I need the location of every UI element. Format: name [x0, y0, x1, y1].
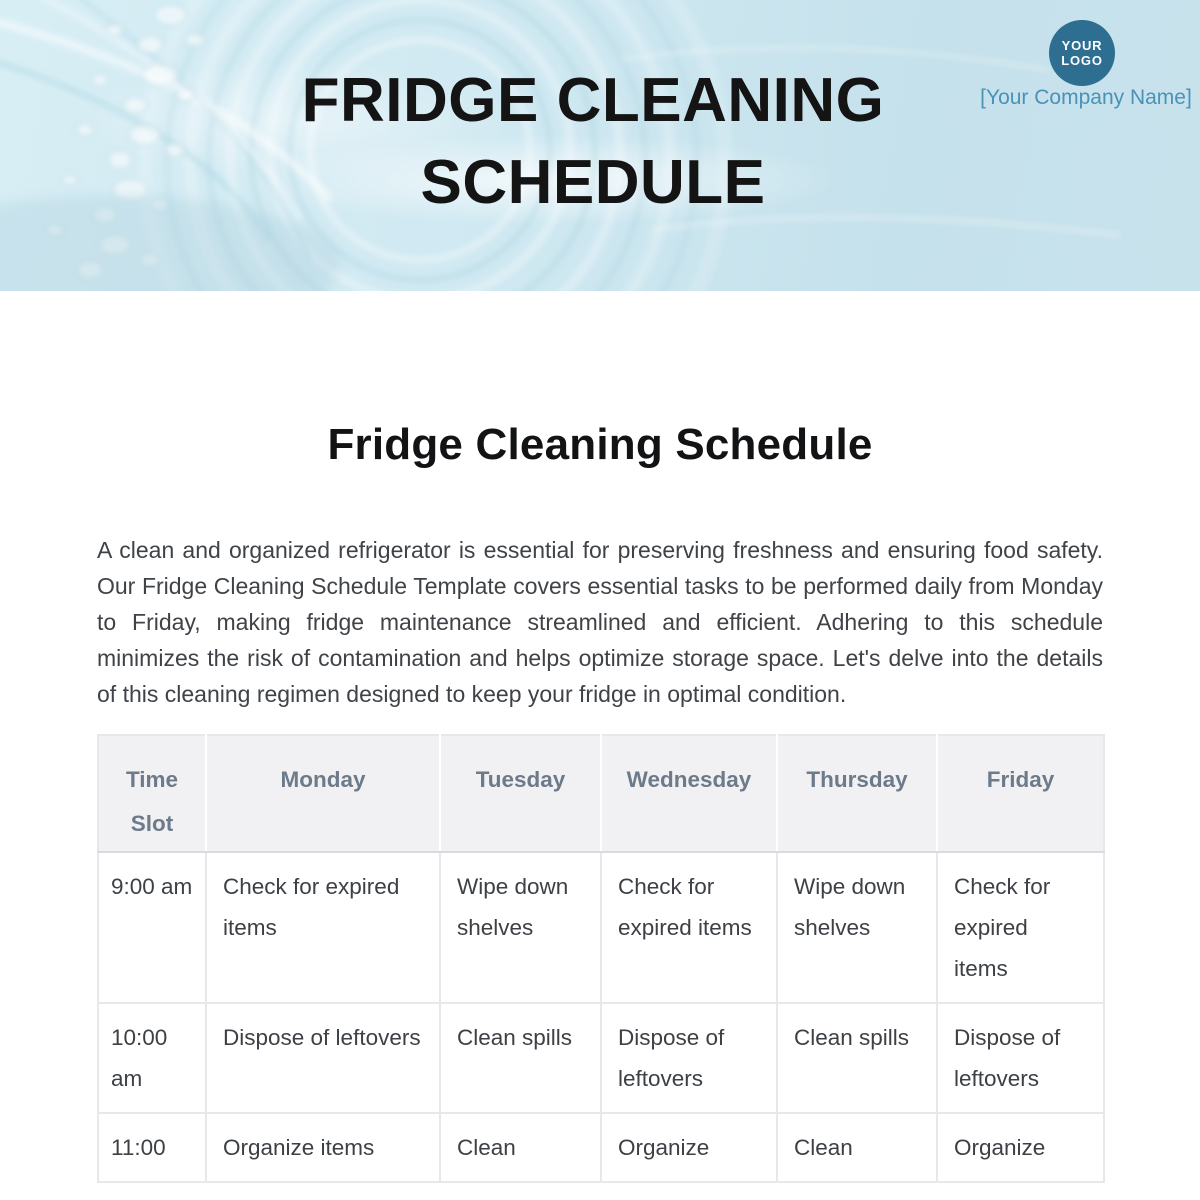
- logo-text-line1: YOUR: [1061, 38, 1103, 53]
- table-cell: Dispose of leftovers: [937, 1003, 1104, 1113]
- table-cell: Organize: [937, 1113, 1104, 1182]
- fridge-cleaning-schedule-table: [97, 734, 1105, 1183]
- table-cell: Dispose of leftovers: [601, 1003, 777, 1113]
- time-cell: 10:00 am: [98, 1003, 206, 1113]
- table-header-row: [98, 735, 1104, 852]
- time-cell: 11:00: [98, 1113, 206, 1182]
- company-name-placeholder: [Your Company Name]: [980, 86, 1192, 109]
- schedule-table-container: [97, 734, 1103, 1183]
- header-tuesday: Tuesday: [440, 735, 601, 852]
- banner-title-line1: FRIDGE CLEANING: [301, 66, 885, 135]
- table-cell: Organize items: [206, 1113, 440, 1182]
- header-time-slot: Time Slot: [98, 735, 206, 852]
- banner-title-line2: SCHEDULE: [420, 148, 766, 217]
- page-title: Fridge Cleaning Schedule: [327, 420, 873, 469]
- header-thursday: Thursday: [777, 735, 937, 852]
- table-cell: Check for expired items: [937, 852, 1104, 1003]
- table-row: [98, 1003, 1104, 1113]
- brand-block: [900, 0, 1200, 140]
- document-body: [0, 420, 1200, 1183]
- table-cell: Clean: [777, 1113, 937, 1182]
- table-row: [98, 1113, 1104, 1182]
- table-cell: Clean spills: [777, 1003, 937, 1113]
- intro-paragraph: A clean and organized refrigerator is essential for preserving freshness and ensuring food safety. Our Fridge Cleaning Schedule Template covers essential tasks to be performed daily from Monday to Friday, making fridge maintenance streamlined and efficient. Adhering to this schedule minimizes the risk of contamination and helps optimize storage space. Let's delve into the details of this cleaning regimen designed to keep your fridge in optimal condition.: [97, 537, 1103, 707]
- table-cell: Wipe down shelves: [777, 852, 937, 1003]
- banner: [0, 0, 1200, 291]
- table-cell: Dispose of leftovers: [206, 1003, 440, 1113]
- table-cell: Clean: [440, 1113, 601, 1182]
- logo-text-line2: LOGO: [1061, 53, 1103, 68]
- header-monday: Monday: [206, 735, 440, 852]
- company-logo: [1049, 20, 1115, 86]
- table-cell: Organize: [601, 1113, 777, 1182]
- time-cell: 9:00 am: [98, 852, 206, 1003]
- table-cell: Wipe down shelves: [440, 852, 601, 1003]
- header-friday: Friday: [937, 735, 1104, 852]
- table-cell: Clean spills: [440, 1003, 601, 1113]
- table-cell: Check for expired items: [206, 852, 440, 1003]
- table-cell: Check for expired items: [601, 852, 777, 1003]
- table-row: [98, 852, 1104, 1003]
- header-wednesday: Wednesday: [601, 735, 777, 852]
